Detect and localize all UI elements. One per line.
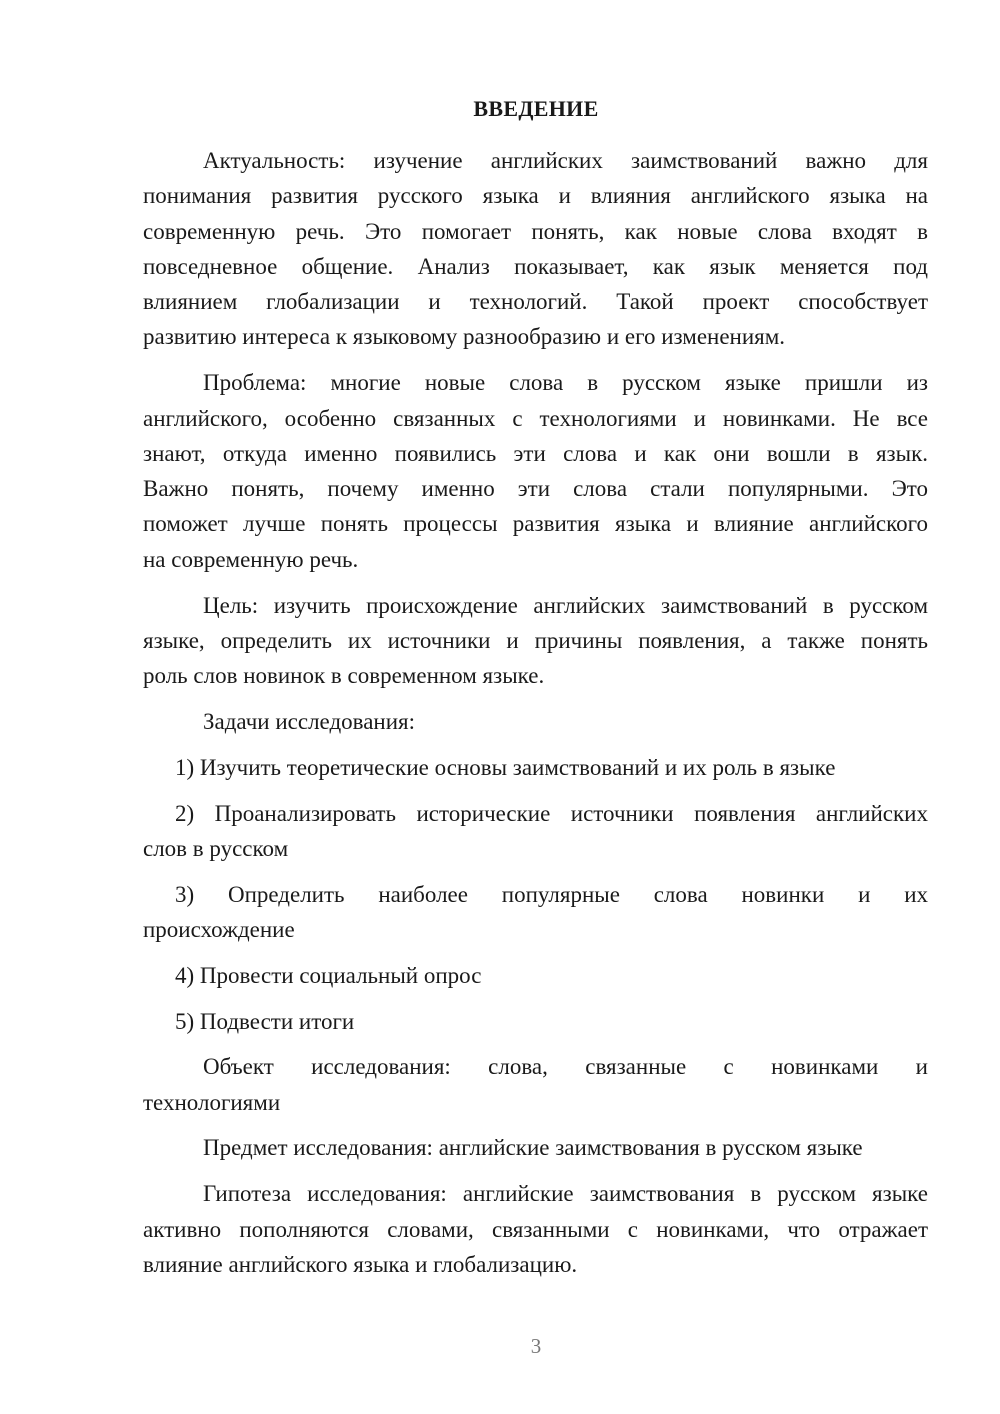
text-line: понимания развития русского языка и влияния английского языка на bbox=[143, 183, 928, 209]
text-line: Объект исследования: слова, связанные с новинками и bbox=[203, 1054, 928, 1080]
text-line: слов в русском bbox=[143, 835, 289, 861]
paragraph bbox=[143, 958, 928, 993]
document-body bbox=[143, 143, 928, 1293]
paragraph bbox=[143, 796, 928, 867]
text-line: Актуальность: изучение английских заимствований важно для bbox=[203, 148, 928, 173]
paragraph bbox=[143, 1130, 928, 1165]
text-line: Проблема: многие новые слова в русском языке пришли из bbox=[203, 370, 928, 396]
paragraph bbox=[143, 1004, 928, 1039]
text-line: Гипотеза исследования: английские заимствования в русском языке bbox=[203, 1181, 928, 1207]
text-line: 5) Подвести итоги bbox=[175, 1008, 355, 1034]
text-line: поможет лучше понять процессы развития языка и влияние английского bbox=[143, 511, 928, 537]
text-line: языке, определить их источники и причины появления, а также понять bbox=[143, 627, 928, 653]
paragraph bbox=[143, 877, 928, 948]
text-line: происхождение bbox=[143, 916, 295, 942]
text-line: 2) Проанализировать исторические источники появления английских bbox=[175, 800, 928, 826]
text-line: 1) Изучить теоретические основы заимствований и их роль в языке bbox=[175, 754, 836, 780]
text-line: активно пополняются словами, связанными с новинками, что отражает bbox=[143, 1216, 928, 1242]
paragraph bbox=[143, 1176, 928, 1282]
text-line: английского, особенно связанных с технологиями и новинками. Не все bbox=[143, 405, 928, 431]
paragraph bbox=[143, 704, 928, 739]
text-line: Важно понять, почему именно эти слова стали популярными. Это bbox=[143, 476, 928, 502]
text-line: роль слов новинок в современном языке. bbox=[143, 663, 545, 689]
text-line: современную речь. Это помогает понять, как новые слова входят в bbox=[143, 218, 928, 244]
paragraph bbox=[143, 750, 928, 785]
text-line: влияние английского языка и глобализацию. bbox=[143, 1251, 578, 1277]
paragraph bbox=[143, 588, 928, 694]
page-title: ВВЕДЕНИЕ bbox=[473, 96, 599, 121]
paragraph bbox=[143, 1049, 928, 1120]
text-line: развитию интереса к языковому разнообразию и его изменениям. bbox=[143, 324, 786, 350]
text-line: Предмет исследования: английские заимствования в русском языке bbox=[203, 1135, 863, 1161]
text-line: Задачи исследования: bbox=[203, 708, 416, 734]
paragraph bbox=[143, 143, 928, 355]
text-line: 4) Провести социальный опрос bbox=[175, 962, 482, 988]
text-line: влиянием глобализации и технологий. Такой проект способствует bbox=[143, 289, 928, 315]
text-line: технологиями bbox=[143, 1089, 281, 1115]
paragraph bbox=[143, 365, 928, 577]
text-line: 3) Определить наиболее популярные слова новинки и их bbox=[175, 881, 928, 907]
text-line: Цель: изучить происхождение английских заимствований в русском bbox=[203, 592, 928, 618]
text-line: знают, откуда именно появились эти слова и как они вошли в язык. bbox=[143, 440, 928, 466]
text-line: повседневное общение. Анализ показывает, как язык меняется под bbox=[143, 253, 928, 279]
page-number: 3 bbox=[530, 1334, 542, 1358]
text-line: на современную речь. bbox=[143, 546, 359, 572]
